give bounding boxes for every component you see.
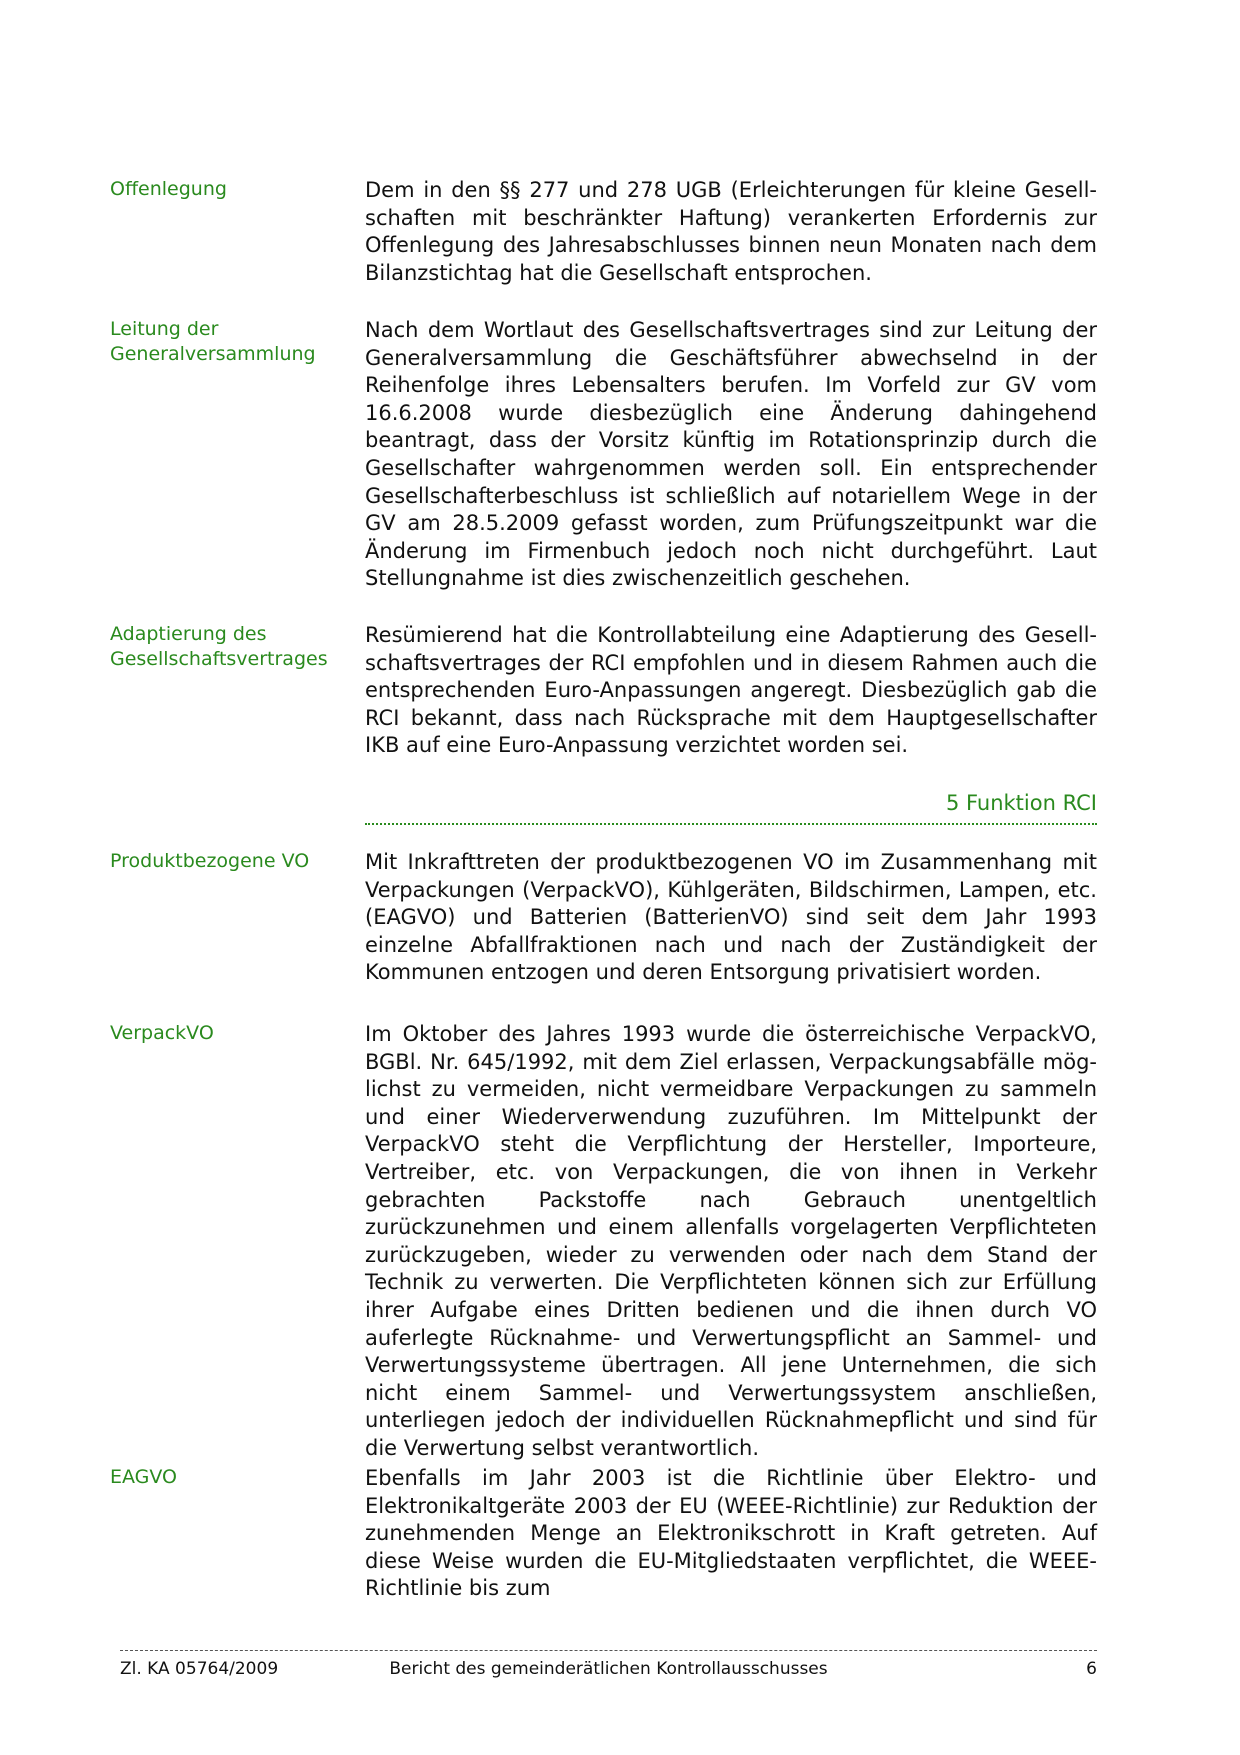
footer-file-number: Zl. KA 05764/2009: [120, 1659, 279, 1679]
paragraph-adaptierung: Resümierend hat die Kontrollabteilung eine Adaptierung des Gesellschaftsvertrages der RCI empfohlen und in diesem Rahmen auch die entsprechenden Euro-Anpassungen angeregt. Diesbezüglich gab die RCI bekannt, dass nach Rücksprache mit dem Hauptgesellschafter IKB auf eine Euro-Anpassung verzichtet worden sei.: [365, 623, 1097, 758]
paragraph-leitung-generalversammlung: Nach dem Wortlaut des Gesellschaftsvertrages sind zur Leitung der Generalversammlung die Geschäftsführer abwechselnd in der Reihenfolge ihres Lebensalters berufen. Im Vorfeld zur GV vom 16.6.2008 wurde diesbezüglich eine Änderung dahingehend beantragt, dass der Vorsitz künftig im Rotationsprinzip durch die Gesellschafter wahrgenommen werden soll. Ein entsprechender Gesellschafterbeschluss ist schließlich auf notariellem Wege in der GV am 28.5.2009 gefasst worden, zum Prüfungszeitpunkt war die Änderung im Firmenbuch jedoch noch nicht durchgeführt. Laut Stellungnahme ist dies zwischenzeitlich geschehen.: [365, 318, 1097, 591]
footer-report-title: Bericht des gemeinderätlichen Kontrollausschusses: [389, 1659, 828, 1679]
margin-label-offenlegung: Offenlegung: [110, 178, 227, 200]
margin-label-produktbezogene-vo: Produktbezogene VO: [110, 850, 310, 872]
paragraph-verpackvo: Im Oktober des Jahres 1993 wurde die österreichische VerpackVO, BGBl. Nr. 645/1992, mit dem Ziel erlassen, Verpackungsabfälle möglichst zu vermeiden, nicht vermeidbare Verpackungen zu sammeln und einer Wiederverwendung zuzuführen. Im Mittelpunkt der VerpackVO steht die Verpflichtung der Hersteller, Importeure, Vertreiber, etc. von Verpackungen, die von ihnen in Verkehr gebrachten Packstoffe nach Gebrauch unentgeltlich zurückzunehmen und einem allenfalls vorgelagerten Verpflichteten zurückzugeben, wieder zu verwenden oder nach dem Stand der Technik zu verwerten. Die Verpflichteten können sich zur Erfüllung ihrer Aufgabe eines Dritten bedienen und die ihnen durch VO auferlegte Rücknahme- und Verwertungspflicht an Sammel- und Verwertungssysteme übertragen. All jene Unternehmen, die sich nicht einem Sammel- und Verwertungssystem anschließen, unterliegen jedoch der individuellen Rücknahmepflicht und sind für die Verwertung selbst verantwortlich.: [365, 1022, 1097, 1460]
margin-label-verpackvo: VerpackVO: [110, 1022, 214, 1044]
margin-label-leitung-generalversammlung: Leitung der Generalversammlung: [110, 318, 316, 365]
paragraph-eagvo: Ebenfalls im Jahr 2003 ist die Richtlinie über Elektro- und Elektronikaltgeräte 2003 der EU (WEEE-Richtlinie) zur Reduktion der zunehmenden Menge an Elektronikschrott in Kraft getreten. Auf diese Weise wurden die EU-Mitgliedstaaten verpflichtet, die WEEE-Richtlinie bis zum: [365, 1466, 1097, 1601]
chapter-heading: 5 Funktion RCI: [365, 789, 1097, 825]
margin-label-adaptierung: Adaptierung des Gesellschaftsvertrages: [110, 623, 328, 670]
footer-page-number: 6: [1086, 1659, 1097, 1679]
paragraph-produktbezogene-vo: Mit Inkrafttreten der produktbezogenen VO im Zusammenhang mit Verpackungen (VerpackVO), Kühlgeräten, Bildschirmen, Lampen, etc. (EAGVO) und Batterien (BatterienVO) sind seit dem Jahr 1993 einzelne Abfallfraktionen nach und nach der Zuständigkeit der Kommunen entzogen und deren Entsorgung privatisiert worden.: [365, 850, 1097, 985]
paragraph-offenlegung: Dem in den §§ 277 und 278 UGB (Erleichterungen für kleine Gesellschaften mit beschränkter Haftung) verankerten Erfordernis zur Offenlegung des Jahresabschlusses binnen neun Monaten nach dem Bilanzstichtag hat die Gesellschaft entsprochen.: [365, 178, 1097, 285]
footer-divider: [120, 1650, 1097, 1651]
margin-label-eagvo: EAGVO: [110, 1466, 178, 1488]
